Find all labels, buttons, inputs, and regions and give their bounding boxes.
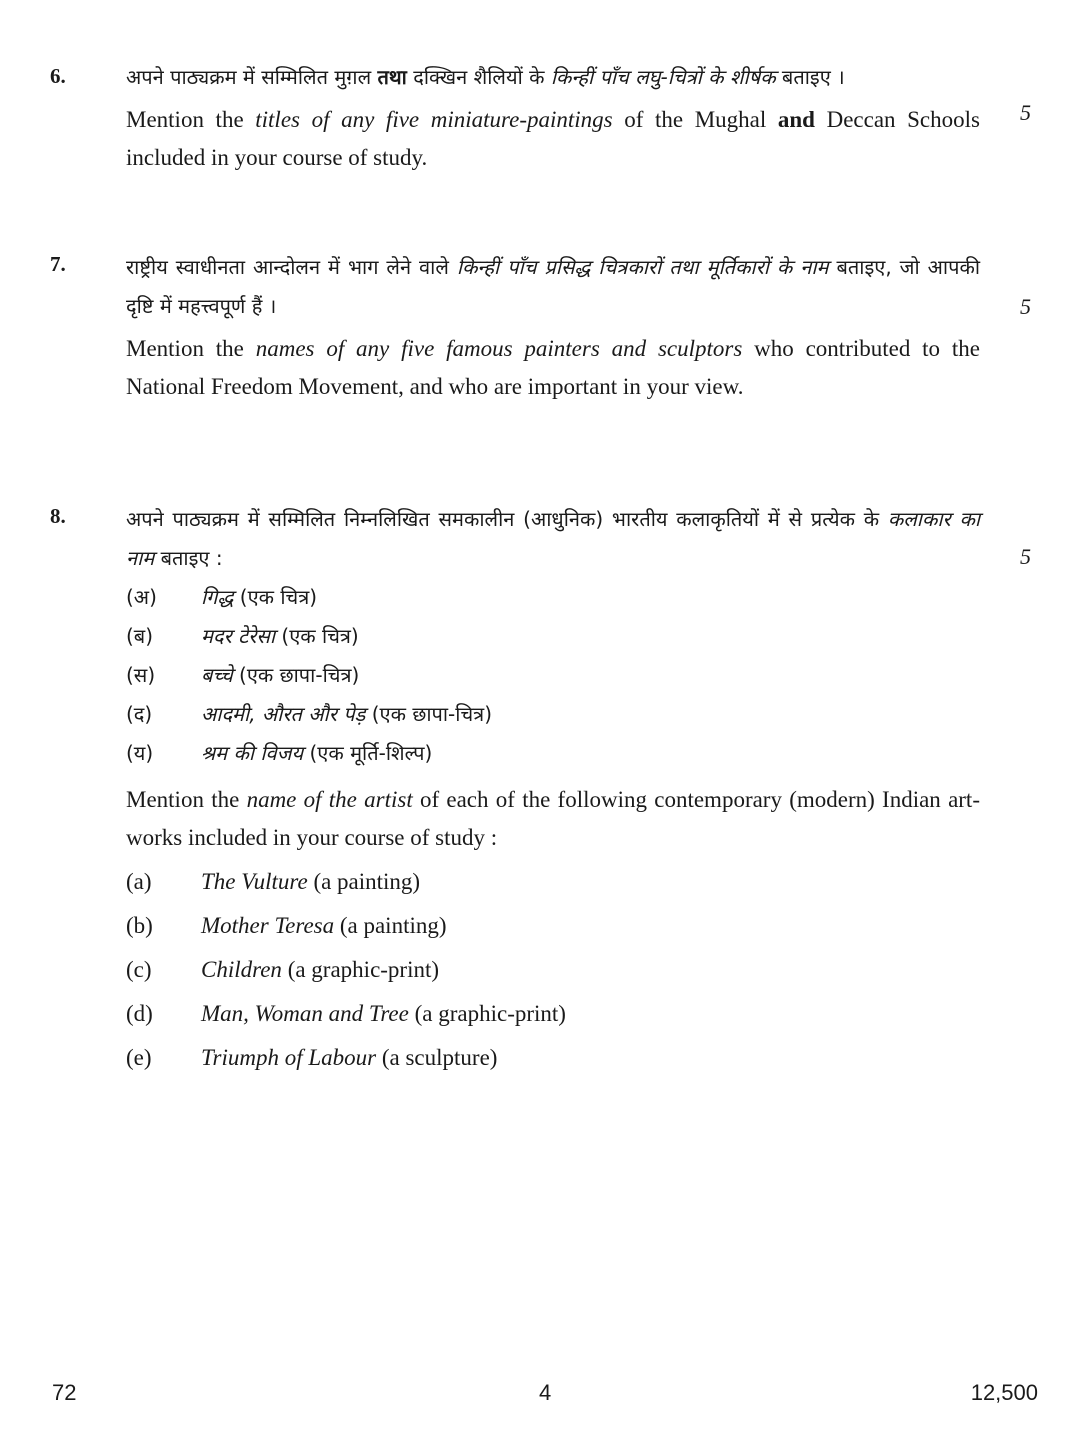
question-body	[126, 58, 980, 177]
marks: 5	[1020, 100, 1031, 125]
list-item: (e) Triumph of Labour (a sculpture)	[126, 1045, 498, 1070]
hindi-text: अपने पाठ्यक्रम में सम्मिलित मुग़ल तथा दक्खिन शैलियों के किन्हीं पाँच लघु-चित्रों के शीर्षक बताइए ।	[126, 65, 845, 89]
marks: 5	[1020, 544, 1031, 569]
english-text: Mention the name of the artist of each of the following contemporary (modern) Indian art-works included in your course of study :	[126, 787, 980, 850]
question-number: 6.	[50, 64, 66, 88]
copies-count: 12,500	[970, 1380, 1038, 1405]
paper-code: 72	[52, 1380, 77, 1405]
question-number: 8.	[50, 504, 66, 528]
hindi-text: अपने पाठ्यक्रम में सम्मिलित निम्नलिखित समकालीन (आधुनिक) भारतीय कलाकृतियों में से प्रत्येक के कलाकार का नाम बताइए :	[126, 507, 980, 570]
list-item: (c) Children (a graphic-print)	[126, 957, 440, 982]
list-item: (ब) मदर टेरेसा (एक चित्र)	[126, 624, 359, 648]
list-item: (अ) गिद्ध (एक चित्र)	[126, 585, 318, 609]
question-body	[126, 248, 980, 406]
list-item: (य) श्रम की विजय (एक मूर्ति-शिल्प)	[126, 741, 433, 765]
list-item: (स) बच्चे (एक छापा-चित्र)	[126, 663, 360, 687]
question-body	[126, 500, 980, 1083]
english-text: Mention the names of any five famous painters and sculptors who contributed to the National Freedom Movement, and who are important in your view.	[126, 336, 980, 399]
hindi-artwork-list	[126, 578, 980, 773]
list-item: (d) Man, Woman and Tree (a graphic-print)	[126, 1001, 566, 1026]
marks: 5	[1020, 294, 1031, 319]
list-item: (द) आदमी, औरत और पेड़ (एक छापा-चित्र)	[126, 702, 492, 726]
list-item: (b) Mother Teresa (a painting)	[126, 913, 447, 938]
english-artwork-list	[126, 863, 980, 1083]
page-number: 4	[539, 1380, 552, 1405]
hindi-text: राष्ट्रीय स्वाधीनता आन्दोलन में भाग लेने वाले किन्हीं पाँच प्रसिद्ध चित्रकारों तथा मूर्तिकारों के नाम बताइए, जो आपकी दृष्टि में महत्त्वपूर्ण हैं ।	[126, 255, 980, 318]
list-item: (a) The Vulture (a painting)	[126, 869, 421, 894]
question-number: 7.	[50, 252, 66, 276]
english-text: Mention the titles of any five miniature-paintings of the Mughal and Deccan Schools included in your course of study.	[126, 107, 980, 170]
